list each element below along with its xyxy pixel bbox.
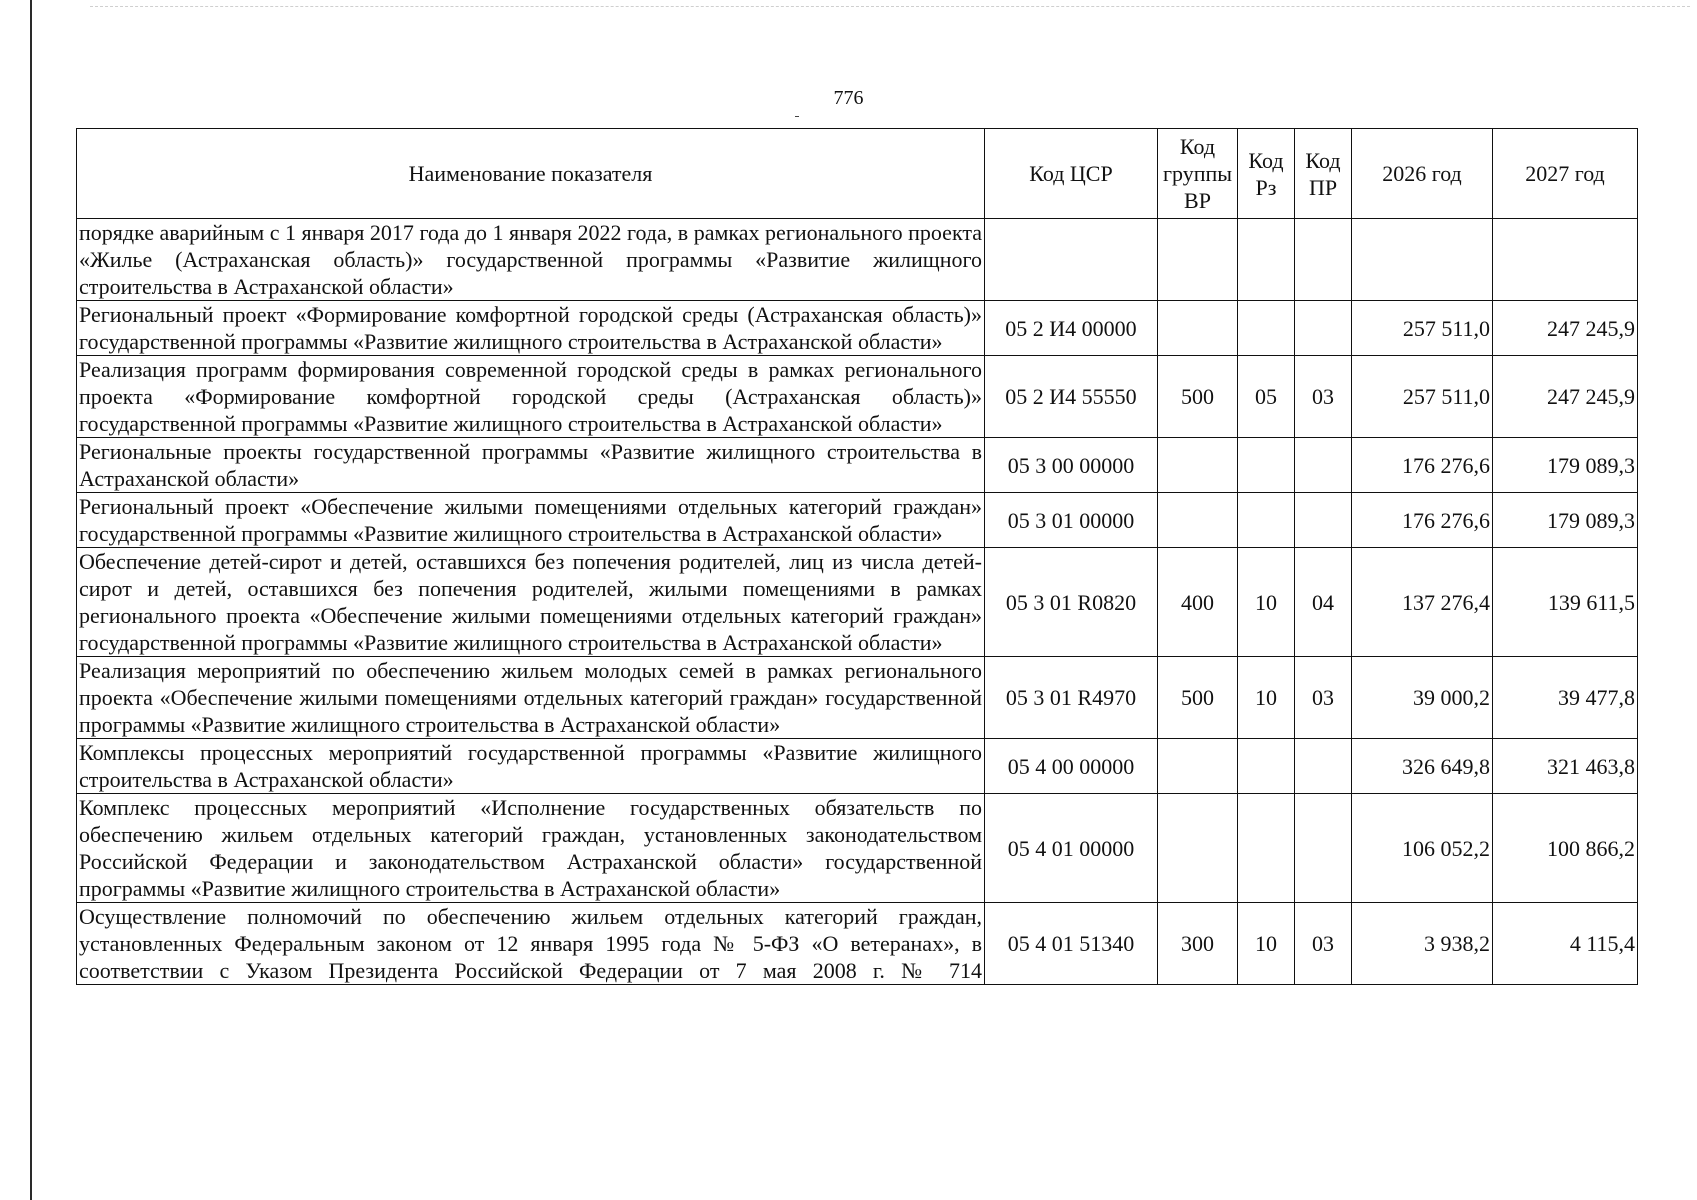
- row-name: Обеспечение детей-сирот и детей, оставшихся без попечения родителей, лиц из числа детей-сирот и детей, оставшихся без попечения родителей, жилыми помещениями в рамках регионального проекта «Обеспечение жилыми помещениями отдельных категорий граждан» государственной программы «Развитие жилищного строительства в Астраханской области»: [77, 548, 985, 657]
- row-2026: 3 938,2: [1352, 903, 1493, 985]
- row-csr: 05 4 00 00000: [985, 739, 1158, 794]
- row-rz: 10: [1238, 657, 1295, 739]
- table-row: [77, 903, 1638, 985]
- row-2027: 100 866,2: [1493, 794, 1638, 903]
- binding-margin-line: [30, 0, 32, 1200]
- row-vr: [1158, 739, 1238, 794]
- table-row: [77, 219, 1638, 301]
- row-name: Реализация мероприятий по обеспечению жильем молодых семей в рамках регионального проекта «Обеспечение жилыми помещениями отдельных категорий граждан» государственной программы «Развитие жилищного строительства в Астраханской области»: [77, 657, 985, 739]
- budget-table: [76, 128, 1638, 985]
- table-row: [77, 739, 1638, 794]
- row-csr: 05 2 И4 00000: [985, 301, 1158, 356]
- row-pr: [1295, 493, 1352, 548]
- row-name: Реализация программ формирования современной городской среды в рамках регионального проекта «Формирование комфортной городской среды (Астраханская область)» государственной программы «Развитие жилищного строительства в Астраханской области»: [77, 356, 985, 438]
- row-csr: 05 2 И4 55550: [985, 356, 1158, 438]
- row-2026: 106 052,2: [1352, 794, 1493, 903]
- row-2027: 247 245,9: [1493, 356, 1638, 438]
- row-2026: 137 276,4: [1352, 548, 1493, 657]
- row-rz: [1238, 438, 1295, 493]
- row-pr: [1295, 739, 1352, 794]
- row-vr: [1158, 493, 1238, 548]
- row-csr: 05 3 01 00000: [985, 493, 1158, 548]
- table-header-row: [77, 129, 1638, 219]
- row-vr: [1158, 219, 1238, 301]
- row-pr: [1295, 301, 1352, 356]
- row-vr: [1158, 438, 1238, 493]
- page-number: 776: [833, 87, 864, 109]
- row-2027: 39 477,8: [1493, 657, 1638, 739]
- row-pr: [1295, 794, 1352, 903]
- row-pr: 03: [1295, 903, 1352, 985]
- header-name: Наименование показателя: [77, 129, 985, 219]
- row-rz: 05: [1238, 356, 1295, 438]
- row-2027: 179 089,3: [1493, 493, 1638, 548]
- row-2027: 321 463,8: [1493, 739, 1638, 794]
- table-row: [77, 794, 1638, 903]
- row-vr: 300: [1158, 903, 1238, 985]
- row-name: Осуществление полномочий по обеспечению жильем отдельных категорий граждан, установленных Федеральным законом от 12 января 1995 года № 5-ФЗ «О ветеранах», в соответствии с Указом Президента Российской Федерации от 7 мая 2008 г. № 714: [77, 903, 985, 985]
- table-row: [77, 493, 1638, 548]
- row-name: Региональные проекты государственной программы «Развитие жилищного строительства в Астраханской области»: [77, 438, 985, 493]
- row-2026: [1352, 219, 1493, 301]
- row-2026: 257 511,0: [1352, 356, 1493, 438]
- header-2026: 2026 год: [1352, 129, 1493, 219]
- header-vr: Код группы ВР: [1158, 129, 1238, 219]
- header-pr: Код ПР: [1295, 129, 1352, 219]
- row-pr: 03: [1295, 657, 1352, 739]
- row-csr: 05 3 00 00000: [985, 438, 1158, 493]
- header-rz: Код Рз: [1238, 129, 1295, 219]
- header-csr: Код ЦСР: [985, 129, 1158, 219]
- row-2027: 139 611,5: [1493, 548, 1638, 657]
- row-name: Комплексы процессных мероприятий государственной программы «Развитие жилищного строительства в Астраханской области»: [77, 739, 985, 794]
- row-csr: 05 3 01 R4970: [985, 657, 1158, 739]
- row-rz: [1238, 794, 1295, 903]
- row-vr: 500: [1158, 356, 1238, 438]
- row-vr: 400: [1158, 548, 1238, 657]
- row-rz: [1238, 219, 1295, 301]
- header-2027: 2027 год: [1493, 129, 1638, 219]
- row-csr: 05 4 01 51340: [985, 903, 1158, 985]
- row-2027: 179 089,3: [1493, 438, 1638, 493]
- row-vr: 500: [1158, 657, 1238, 739]
- row-2027: [1493, 219, 1638, 301]
- row-name: Региональный проект «Обеспечение жилыми помещениями отдельных категорий граждан» государственной программы «Развитие жилищного строительства в Астраханской области»: [77, 493, 985, 548]
- table-row: [77, 548, 1638, 657]
- row-2027: 4 115,4: [1493, 903, 1638, 985]
- scan-artifact-line: [90, 6, 1690, 8]
- table-row: [77, 657, 1638, 739]
- row-vr: [1158, 301, 1238, 356]
- row-csr: 05 4 01 00000: [985, 794, 1158, 903]
- row-2026: 257 511,0: [1352, 301, 1493, 356]
- row-pr: [1295, 438, 1352, 493]
- row-2026: 39 000,2: [1352, 657, 1493, 739]
- row-pr: [1295, 219, 1352, 301]
- row-rz: [1238, 301, 1295, 356]
- row-vr: [1158, 794, 1238, 903]
- row-rz: 10: [1238, 548, 1295, 657]
- row-csr: 05 3 01 R0820: [985, 548, 1158, 657]
- row-2027: 247 245,9: [1493, 301, 1638, 356]
- row-name: порядке аварийным с 1 января 2017 года до 1 января 2022 года, в рамках регионального проекта «Жилье (Астраханская область)» государственной программы «Развитие жилищного строительства в Астраханской области»: [77, 219, 985, 301]
- row-pr: 03: [1295, 356, 1352, 438]
- row-csr: [985, 219, 1158, 301]
- table-row: [77, 438, 1638, 493]
- row-rz: [1238, 739, 1295, 794]
- row-2026: 176 276,6: [1352, 493, 1493, 548]
- row-rz: [1238, 493, 1295, 548]
- scan-mark: [795, 116, 799, 117]
- row-2026: 326 649,8: [1352, 739, 1493, 794]
- table-row: [77, 301, 1638, 356]
- row-pr: 04: [1295, 548, 1352, 657]
- row-rz: 10: [1238, 903, 1295, 985]
- table-row: [77, 356, 1638, 438]
- row-2026: 176 276,6: [1352, 438, 1493, 493]
- row-name: Региональный проект «Формирование комфортной городской среды (Астраханская область)» государственной программы «Развитие жилищного строительства в Астраханской области»: [77, 301, 985, 356]
- row-name: Комплекс процессных мероприятий «Исполнение государственных обязательств по обеспечению жильем отдельных категорий граждан, установленных законодательством Российской Федерации и законодательством Астраханской области» государственной программы «Развитие жилищного строительства в Астраханской области»: [77, 794, 985, 903]
